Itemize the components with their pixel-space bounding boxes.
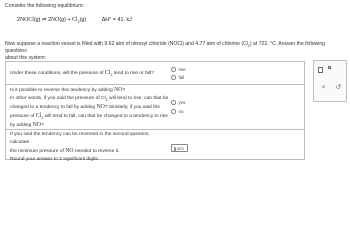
equilibrium-equation (17, 17, 132, 23)
q2-line2: In other words, if you said the pressure of Cl (10, 96, 106, 102)
q2-line3-post: ? Similarly, if you said the (104, 105, 160, 111)
q2-line1-pre: Is it possible to reverse this tendency by adding (10, 88, 115, 93)
enthalpy-label: ΔH° = 41. kJ (101, 17, 132, 23)
desc-line1-pre: Now suppose a reaction vessel is filled with 9.62 atm of nitrosyl chloride (NOCl) and 4.77 atm of chlorine (Cl (5, 41, 248, 47)
q2-line2-post: will tend to rise, can that be (107, 96, 169, 102)
q1-sub: 2 (110, 72, 113, 77)
radio-yes[interactable] (171, 100, 176, 105)
q3-line2-pre: the minimum pressure of (10, 149, 66, 155)
lhs-phase: (g) (33, 17, 41, 23)
answer-tools-panel (313, 60, 347, 102)
q3-line2-species: NO (65, 148, 74, 155)
question-1-text (10, 69, 160, 78)
q2-line2-sub: 2 (105, 98, 108, 103)
equilibrium-arrow: ⇌ (41, 17, 47, 23)
option-no-label: no (178, 109, 184, 114)
q3-line2-post: needed to reverse it. (73, 149, 120, 155)
q3-line3: Round your answer to 2 significant digits. (10, 157, 100, 163)
q3-line1: If you said the tendency can be reversed in the second question, calculate (10, 132, 150, 146)
lhs-species: NOCl (20, 17, 34, 23)
pressure-answer-input[interactable] (171, 144, 188, 152)
p2-species: Cl (72, 17, 78, 23)
question-box (5, 61, 305, 163)
q2-line1-post: ? (122, 88, 126, 93)
p1-species: NO (50, 17, 60, 23)
input-cursor (174, 147, 176, 152)
lhs-coef: 2 (17, 17, 20, 23)
option-rise[interactable] (171, 67, 186, 72)
close-icon[interactable]: × (321, 84, 326, 91)
option-yes-label: yes (178, 100, 186, 105)
q1-species: Cl (104, 70, 111, 76)
q2-line5-pre: by adding (10, 123, 33, 129)
option-rise-label: rise (178, 67, 186, 72)
q2-line4-species: Cl (35, 113, 42, 120)
option-yes[interactable] (171, 100, 185, 105)
x10-exponent-box (328, 66, 331, 70)
q2-line1-species: NO (114, 87, 123, 93)
option-fall-label: fall (178, 75, 185, 80)
q2-line3-species: NO (96, 104, 105, 111)
desc-line2: about this system: (5, 55, 47, 61)
question-2 (6, 85, 304, 130)
question-3-text (10, 131, 170, 164)
radio-rise[interactable] (171, 67, 176, 72)
intro-text: Consider the following equilibrium: (5, 3, 85, 9)
q2-line5-species: NO (32, 122, 41, 129)
q1-text-post: tend to rise or fall? (112, 71, 154, 76)
question-1 (6, 62, 304, 85)
radio-fall[interactable] (171, 75, 176, 80)
p2-sub: 2 (77, 20, 80, 25)
x10-base-box (318, 67, 323, 73)
q2-line4-pre: pressure of (10, 114, 36, 120)
option-fall[interactable] (171, 75, 184, 80)
p1-phase: (g) (59, 17, 66, 23)
q2-line4-post: will tend to fall, can that be changed to a tendency to rise (43, 114, 168, 120)
q2-line4-sub: 2 (41, 116, 44, 121)
desc-line1-post: ) at 722. °C. Answer the following questions (5, 41, 326, 54)
undo-icon[interactable]: ↺ (335, 84, 342, 91)
desc-line1-sub: 2 (247, 44, 250, 49)
p2-phase: (g) (79, 17, 87, 23)
problem-description (5, 41, 345, 62)
question-3 (6, 130, 304, 163)
unit-label: atm (177, 145, 184, 151)
question-2-text (10, 86, 170, 130)
option-no[interactable] (171, 109, 183, 114)
radio-no[interactable] (171, 109, 176, 114)
q2-line5-post: ? (40, 123, 44, 129)
plus-sign: + (67, 17, 71, 23)
q2-line3-pre: changed to a tendency to fall by adding (10, 105, 97, 111)
p1-coef: 2 (47, 17, 51, 23)
x10-button[interactable] (318, 65, 331, 74)
q1-text-pre: Under these conditions, will the pressure of (10, 71, 105, 76)
